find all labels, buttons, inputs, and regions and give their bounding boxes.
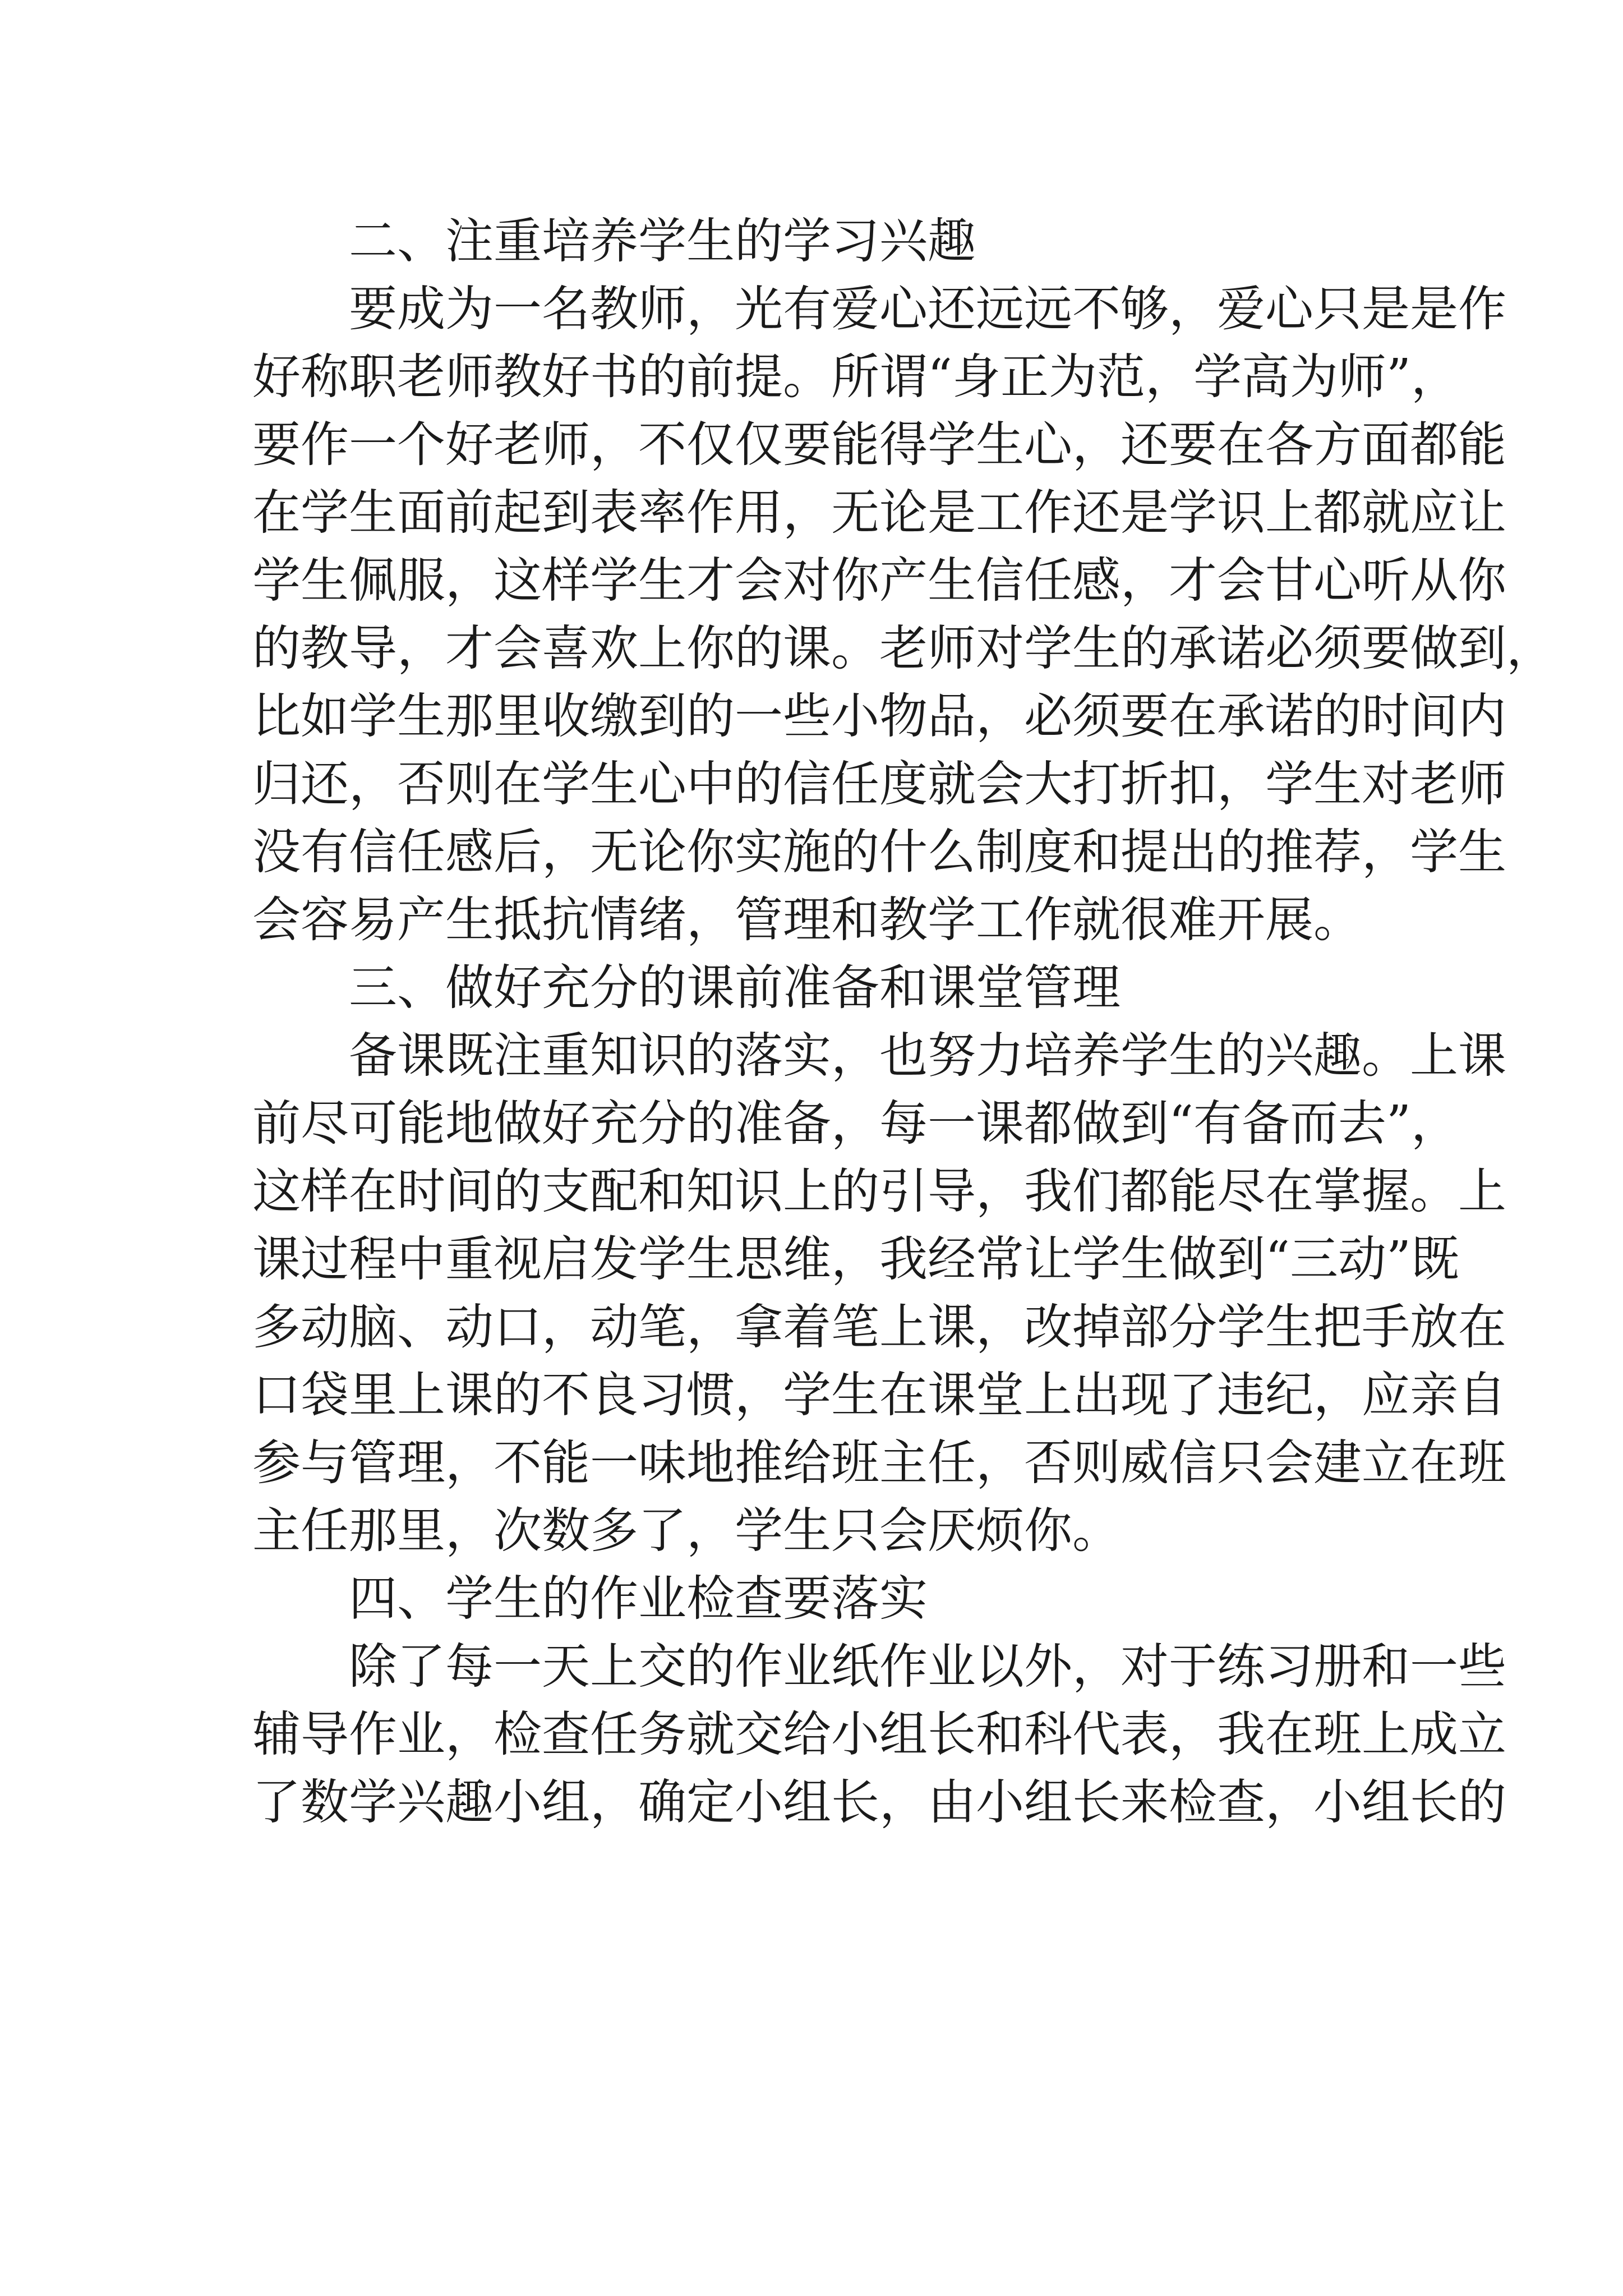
paragraph-line: 会容易产生抵抗情绪，管理和教学工作就很难开展。 (252, 892, 1362, 948)
section-paragraph-4 (252, 1633, 1506, 1837)
section-paragraph-2 (252, 275, 1555, 954)
paragraph-line: 的教导，才会喜欢上你的课。老师对学生的承诺必须要做到， (252, 620, 1555, 677)
paragraph-line: 辅导作业，检查任务就交给小组长和科代表，我在班上成立 (252, 1706, 1506, 1763)
paragraph-line: 口袋里上课的不良习惯，学生在课堂上出现了违纪，应亲自 (252, 1367, 1506, 1423)
paragraph-line: 学生佩服，这样学生才会对你产生信任感，才会甘心听从你 (252, 553, 1506, 609)
paragraph-line: 主任那里，次数多了，学生只会厌烦你。 (252, 1503, 1121, 1559)
section-paragraph-3 (252, 1022, 1506, 1565)
paragraph-line: 这样在时间的支配和知识上的引导，我们都能尽在掌握。上 (252, 1163, 1506, 1220)
paragraph-line: 备课既注重知识的落实，也努力培养学生的兴趣。上课 (349, 1028, 1506, 1084)
paragraph-line: 课过程中重视启发学生思维，我经常让学生做到“三动”既 (252, 1231, 1459, 1287)
paragraph-line: 要成为一名教师，光有爱心还远远不够，爱心只是是作 (349, 281, 1506, 337)
section-heading-2: 二、注重培养学生的学习兴趣 (349, 213, 976, 269)
paragraph-line: 要作一个好老师，不仅仅要能得学生心，还要在各方面都能 (252, 417, 1506, 473)
paragraph-line: 比如学生那里收缴到的一些小物品，必须要在承诺的时间内 (252, 688, 1506, 744)
paragraph-line: 没有信任感后，无论你实施的什么制度和提出的推荐，学生 (252, 824, 1506, 880)
paragraph-line: 归还，否则在学生心中的信任度就会大打折扣，学生对老师 (252, 756, 1506, 812)
paragraph-line: 多动脑、动口，动笔，拿着笔上课，改掉部分学生把手放在 (252, 1299, 1506, 1355)
section-heading-3: 三、做好充分的课前准备和课堂管理 (349, 960, 1121, 1016)
document-body (252, 208, 1555, 1837)
paragraph-line: 在学生面前起到表率作用，无论是工作还是学识上都就应让 (252, 485, 1506, 541)
paragraph-line: 除了每一天上交的作业纸作业以外，对于练习册和一些 (349, 1639, 1506, 1695)
paragraph-line: 参与管理，不能一味地推给班主任，否则威信只会建立在班 (252, 1435, 1506, 1491)
section-heading-4: 四、学生的作业检查要落实 (349, 1571, 928, 1627)
paragraph-line: 了数学兴趣小组，确定小组长，由小组长来检查，小组长的 (252, 1774, 1506, 1830)
paragraph-line: 好称职老师教好书的前提。所谓“身正为范，学高为师”， (252, 349, 1459, 405)
paragraph-line: 前尽可能地做好充分的准备，每一课都做到“有备而去”， (252, 1096, 1459, 1152)
